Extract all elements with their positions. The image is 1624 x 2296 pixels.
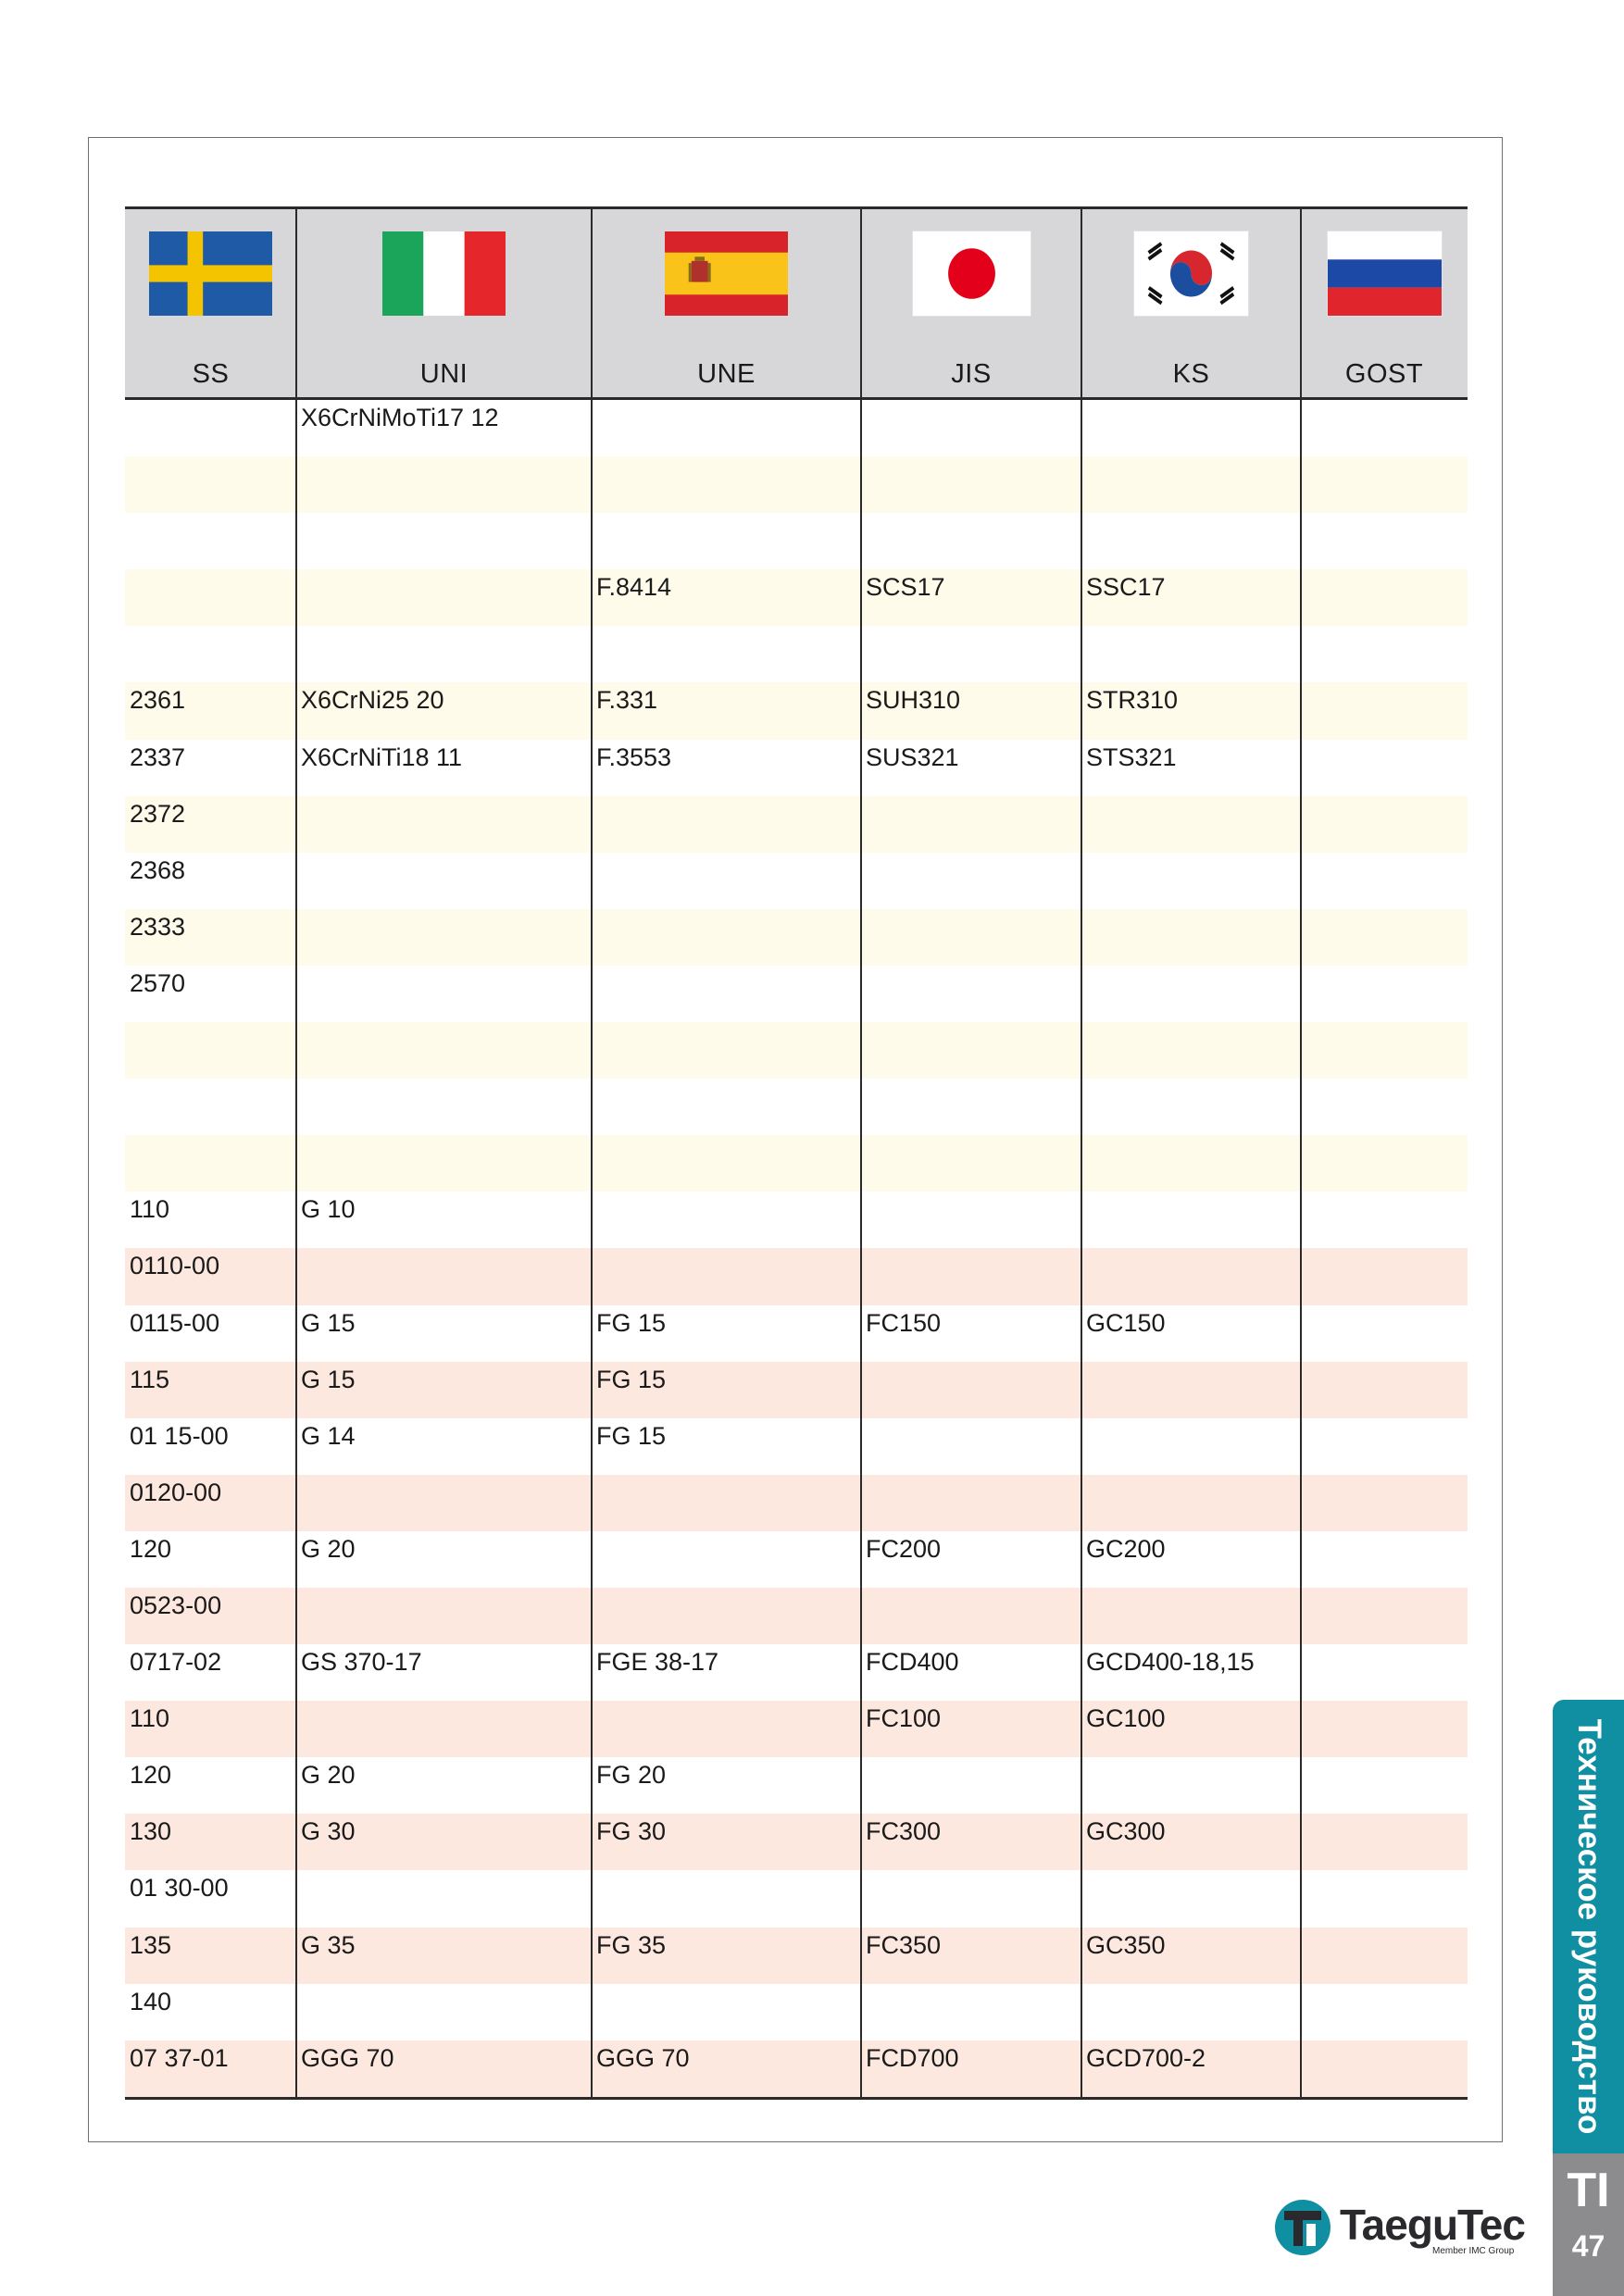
cell-jis	[861, 1135, 1081, 1192]
cell-ss: 0523-00	[130, 1591, 222, 1619]
cell-jis	[861, 513, 1081, 569]
cell-uni	[296, 1248, 592, 1304]
cell-ss	[125, 400, 296, 456]
cell-une	[592, 1701, 861, 1757]
cell-une: FG 15	[596, 1308, 667, 1337]
russia-flag-icon	[1328, 231, 1442, 316]
cell-une: GGG 70	[596, 2043, 690, 2072]
table-body	[125, 400, 1468, 2097]
cell-ss: 0120-00	[130, 1478, 222, 1506]
cell-ss: 2361	[130, 686, 186, 715]
table-header	[125, 209, 1468, 400]
cell-jis	[861, 1022, 1081, 1079]
cell-gost	[1301, 1757, 1468, 1814]
table-row	[125, 909, 1468, 966]
cell-ss: 2368	[130, 855, 186, 884]
taegutec-logo-icon	[1273, 2198, 1332, 2257]
cell-jis: SUH310	[866, 686, 961, 715]
cell-jis: FCD400	[866, 1648, 959, 1677]
column-divider	[591, 209, 593, 2097]
side-tab-text: Техническое руководство	[1570, 1718, 1607, 2135]
cell-une	[592, 853, 861, 909]
cell-ks	[1081, 400, 1301, 456]
cell-jis	[861, 1192, 1081, 1248]
cell-ks: SSC17	[1086, 573, 1166, 602]
cell-une	[592, 400, 861, 456]
cell-gost	[1301, 1079, 1468, 1135]
cell-uni: GGG 70	[301, 2043, 394, 2072]
cell-ss: 135	[130, 1930, 172, 1959]
column-label: JIS	[951, 359, 992, 389]
cell-une: F.3553	[596, 742, 672, 771]
cell-ks	[1081, 1248, 1301, 1304]
cell-ss	[125, 513, 296, 569]
cell-jis	[861, 1079, 1081, 1135]
column-label: KS	[1172, 359, 1210, 389]
cell-ks	[1081, 1588, 1301, 1644]
cell-une	[592, 456, 861, 513]
cell-ks: STR310	[1086, 686, 1179, 715]
cell-ks	[1081, 1757, 1301, 1814]
table-row	[125, 1192, 1468, 1248]
cell-gost	[1301, 456, 1468, 513]
cell-ks: GC200	[1086, 1534, 1166, 1563]
cell-une: FG 15	[596, 1365, 667, 1393]
cell-gost	[1301, 1701, 1468, 1757]
cell-uni: G 20	[301, 1761, 356, 1790]
cell-gost	[1301, 966, 1468, 1022]
cell-jis	[861, 1757, 1081, 1814]
cell-ss: 2570	[130, 968, 186, 997]
cell-uni	[296, 1079, 592, 1135]
cell-ss	[125, 569, 296, 626]
cell-ss: 0110-00	[130, 1252, 220, 1280]
cell-ss	[125, 1079, 296, 1135]
column-label: GOST	[1344, 359, 1424, 389]
cell-une: FG 20	[596, 1761, 667, 1790]
cell-une	[592, 1531, 861, 1588]
cell-une	[592, 1870, 861, 1927]
cell-uni	[296, 1022, 592, 1079]
cell-gost	[1301, 569, 1468, 626]
cell-uni	[296, 909, 592, 966]
table-row	[125, 853, 1468, 909]
cell-ks: GC150	[1086, 1308, 1166, 1337]
cell-ss: 2333	[130, 912, 186, 941]
cell-ks	[1081, 1418, 1301, 1475]
cell-gost	[1301, 626, 1468, 682]
sweden-flag-icon	[149, 231, 272, 316]
cell-ss: 01 15-00	[130, 1421, 229, 1450]
cell-jis: FC300	[866, 1817, 942, 1846]
cell-uni: X6CrNi25 20	[301, 686, 444, 715]
cell-jis: SUS321	[866, 742, 959, 771]
cell-uni	[296, 1475, 592, 1531]
material-comparison-table	[125, 206, 1468, 2100]
cell-ks	[1081, 1362, 1301, 1418]
cell-ss	[125, 456, 296, 513]
cell-une	[592, 1192, 861, 1248]
italy-flag-icon	[382, 231, 506, 316]
table-row	[125, 1701, 1468, 1757]
taegutec-logo	[1273, 2196, 1523, 2261]
cell-ks	[1081, 1984, 1301, 2040]
cell-ks	[1081, 853, 1301, 909]
cell-jis	[861, 456, 1081, 513]
cell-ss: 140	[130, 1987, 172, 2015]
table-row	[125, 2040, 1468, 2097]
cell-ks: GC350	[1086, 1930, 1166, 1959]
cell-gost	[1301, 513, 1468, 569]
cell-jis	[861, 1362, 1081, 1418]
cell-uni	[296, 853, 592, 909]
japan-flag-icon	[913, 231, 1031, 316]
table-row	[125, 966, 1468, 1022]
table-row	[125, 1984, 1468, 2040]
cell-uni: X6CrNiTi18 11	[301, 742, 463, 771]
cell-ks	[1081, 909, 1301, 966]
cell-gost	[1301, 1305, 1468, 1362]
cell-une: FG 30	[596, 1817, 667, 1846]
table-row	[125, 1475, 1468, 1531]
cell-uni	[296, 569, 592, 626]
cell-une: F.331	[596, 686, 658, 715]
cell-une	[592, 796, 861, 853]
table-row	[125, 1644, 1468, 1701]
table-row	[125, 682, 1468, 739]
cell-uni: G 14	[301, 1421, 356, 1450]
cell-ks	[1081, 513, 1301, 569]
cell-ss: 115	[130, 1365, 170, 1393]
table-row	[125, 1305, 1468, 1362]
cell-uni	[296, 1870, 592, 1927]
cell-une	[592, 1588, 861, 1644]
cell-gost	[1301, 682, 1468, 739]
cell-une: FGE 38-17	[596, 1648, 719, 1677]
cell-une: F.8414	[596, 573, 672, 602]
cell-ks	[1081, 1475, 1301, 1531]
cell-ss: 2372	[130, 799, 186, 828]
cell-uni: G 10	[301, 1195, 356, 1224]
header-cell-gost	[1301, 209, 1468, 397]
cell-ks	[1081, 1192, 1301, 1248]
cell-gost	[1301, 853, 1468, 909]
cell-une	[592, 513, 861, 569]
cell-ss: 130	[130, 1817, 172, 1846]
cell-ss: 0115-00	[130, 1308, 220, 1337]
cell-uni: G 20	[301, 1534, 356, 1563]
section-side-tab	[1553, 1700, 1624, 2153]
column-divider	[860, 209, 862, 2097]
table-row	[125, 400, 1468, 456]
cell-ks: GC100	[1086, 1704, 1166, 1733]
cell-ks	[1081, 966, 1301, 1022]
cell-ss: 07 37-01	[130, 2043, 229, 2072]
cell-uni	[296, 513, 592, 569]
cell-ks: STS321	[1086, 742, 1177, 771]
cell-ss: 2337	[130, 742, 186, 771]
column-divider	[295, 209, 297, 2097]
cell-gost	[1301, 2040, 1468, 2097]
cell-gost	[1301, 1814, 1468, 1870]
column-divider	[1300, 209, 1302, 2097]
cell-ks: GCD400-18,15	[1086, 1648, 1255, 1677]
table-row	[125, 1588, 1468, 1644]
table-row	[125, 513, 1468, 569]
cell-une: FG 35	[596, 1930, 667, 1959]
cell-uni	[296, 626, 592, 682]
cell-jis: FC100	[866, 1704, 942, 1733]
cell-ks	[1081, 456, 1301, 513]
table-row	[125, 740, 1468, 796]
cell-gost	[1301, 1418, 1468, 1475]
page-number-box	[1553, 2153, 1624, 2296]
cell-ss: 01 30-00	[130, 1874, 229, 1903]
cell-une	[592, 626, 861, 682]
cell-gost	[1301, 1984, 1468, 2040]
cell-gost	[1301, 1192, 1468, 1248]
cell-gost	[1301, 1928, 1468, 1984]
column-divider	[1081, 209, 1082, 2097]
table-row	[125, 796, 1468, 853]
cell-uni: G 15	[301, 1308, 356, 1337]
section-code: TI	[1567, 2164, 1610, 2217]
cell-une: FG 15	[596, 1421, 667, 1450]
cell-jis	[861, 1475, 1081, 1531]
cell-gost	[1301, 1870, 1468, 1927]
cell-uni	[296, 1701, 592, 1757]
cell-uni: G 30	[301, 1817, 356, 1846]
cell-gost	[1301, 796, 1468, 853]
cell-gost	[1301, 740, 1468, 796]
table-row	[125, 1814, 1468, 1870]
cell-uni	[296, 1135, 592, 1192]
header-cell-ss	[125, 209, 296, 397]
cell-une	[592, 966, 861, 1022]
cell-une	[592, 909, 861, 966]
table-row	[125, 1362, 1468, 1418]
cell-gost	[1301, 1135, 1468, 1192]
cell-ss: 120	[130, 1761, 172, 1790]
table-row	[125, 1079, 1468, 1135]
cell-jis	[861, 853, 1081, 909]
cell-jis	[861, 1418, 1081, 1475]
cell-ks	[1081, 1135, 1301, 1192]
cell-jis: FC200	[866, 1534, 942, 1563]
cell-ks: GCD700-2	[1086, 2043, 1206, 2072]
cell-jis	[861, 966, 1081, 1022]
cell-gost	[1301, 1588, 1468, 1644]
cell-uni	[296, 456, 592, 513]
table-row	[125, 626, 1468, 682]
cell-une	[592, 1475, 861, 1531]
cell-uni: G 15	[301, 1365, 356, 1393]
cell-ss: 120	[130, 1534, 172, 1563]
header-cell-jis	[861, 209, 1081, 397]
cell-ks: GC300	[1086, 1817, 1166, 1846]
cell-ks	[1081, 1079, 1301, 1135]
cell-ss	[125, 1022, 296, 1079]
table-row	[125, 1757, 1468, 1814]
table-row	[125, 1135, 1468, 1192]
cell-jis: FC150	[866, 1308, 942, 1337]
table-row	[125, 456, 1468, 513]
cell-uni: X6CrNiMoTi17 12	[301, 404, 499, 431]
column-label: SS	[192, 359, 230, 389]
header-cell-uni	[296, 209, 592, 397]
cell-jis	[861, 1984, 1081, 2040]
header-cell-une	[592, 209, 861, 397]
cell-jis	[861, 1248, 1081, 1304]
cell-gost	[1301, 1248, 1468, 1304]
cell-gost	[1301, 1475, 1468, 1531]
cell-ks	[1081, 1022, 1301, 1079]
cell-jis	[861, 1870, 1081, 1927]
cell-uni: GS 370-17	[301, 1648, 422, 1677]
cell-ks	[1081, 626, 1301, 682]
cell-uni	[296, 1984, 592, 2040]
cell-uni	[296, 796, 592, 853]
cell-uni	[296, 1588, 592, 1644]
cell-une	[592, 1984, 861, 2040]
cell-une	[592, 1022, 861, 1079]
cell-ks	[1081, 1870, 1301, 1927]
cell-gost	[1301, 1362, 1468, 1418]
cell-uni	[296, 966, 592, 1022]
table-row	[125, 569, 1468, 626]
cell-gost	[1301, 909, 1468, 966]
cell-jis	[861, 909, 1081, 966]
table-row	[125, 1248, 1468, 1304]
cell-gost	[1301, 1531, 1468, 1588]
cell-jis: FC350	[866, 1930, 942, 1959]
cell-gost	[1301, 1022, 1468, 1079]
table-row	[125, 1870, 1468, 1927]
cell-jis	[861, 796, 1081, 853]
column-label: UNE	[697, 359, 756, 389]
cell-gost	[1301, 400, 1468, 456]
cell-ss: 0717-02	[130, 1648, 222, 1677]
south-korea-flag-icon	[1134, 231, 1248, 316]
logo-subtitle: Member IMC Group	[1432, 2246, 1515, 2256]
cell-gost	[1301, 1644, 1468, 1701]
cell-une	[592, 1079, 861, 1135]
page-number: 47	[1571, 2229, 1605, 2263]
logo-name: TaeguTec	[1340, 2201, 1525, 2249]
cell-ss	[125, 1135, 296, 1192]
cell-une	[592, 1248, 861, 1304]
cell-jis: SCS17	[866, 573, 945, 602]
cell-une	[592, 1135, 861, 1192]
cell-jis	[861, 626, 1081, 682]
cell-ss: 110	[130, 1704, 170, 1733]
cell-uni: G 35	[301, 1930, 356, 1959]
cell-jis: FCD700	[866, 2043, 959, 2072]
table-row	[125, 1418, 1468, 1475]
header-cell-ks	[1081, 209, 1301, 397]
column-label: UNI	[419, 359, 468, 389]
cell-ss: 110	[130, 1195, 170, 1224]
table-row	[125, 1928, 1468, 1984]
cell-jis	[861, 1588, 1081, 1644]
table-row	[125, 1531, 1468, 1588]
cell-ks	[1081, 796, 1301, 853]
cell-jis	[861, 400, 1081, 456]
table-row	[125, 1022, 1468, 1079]
cell-ss	[125, 626, 296, 682]
spain-flag-icon	[665, 231, 788, 316]
